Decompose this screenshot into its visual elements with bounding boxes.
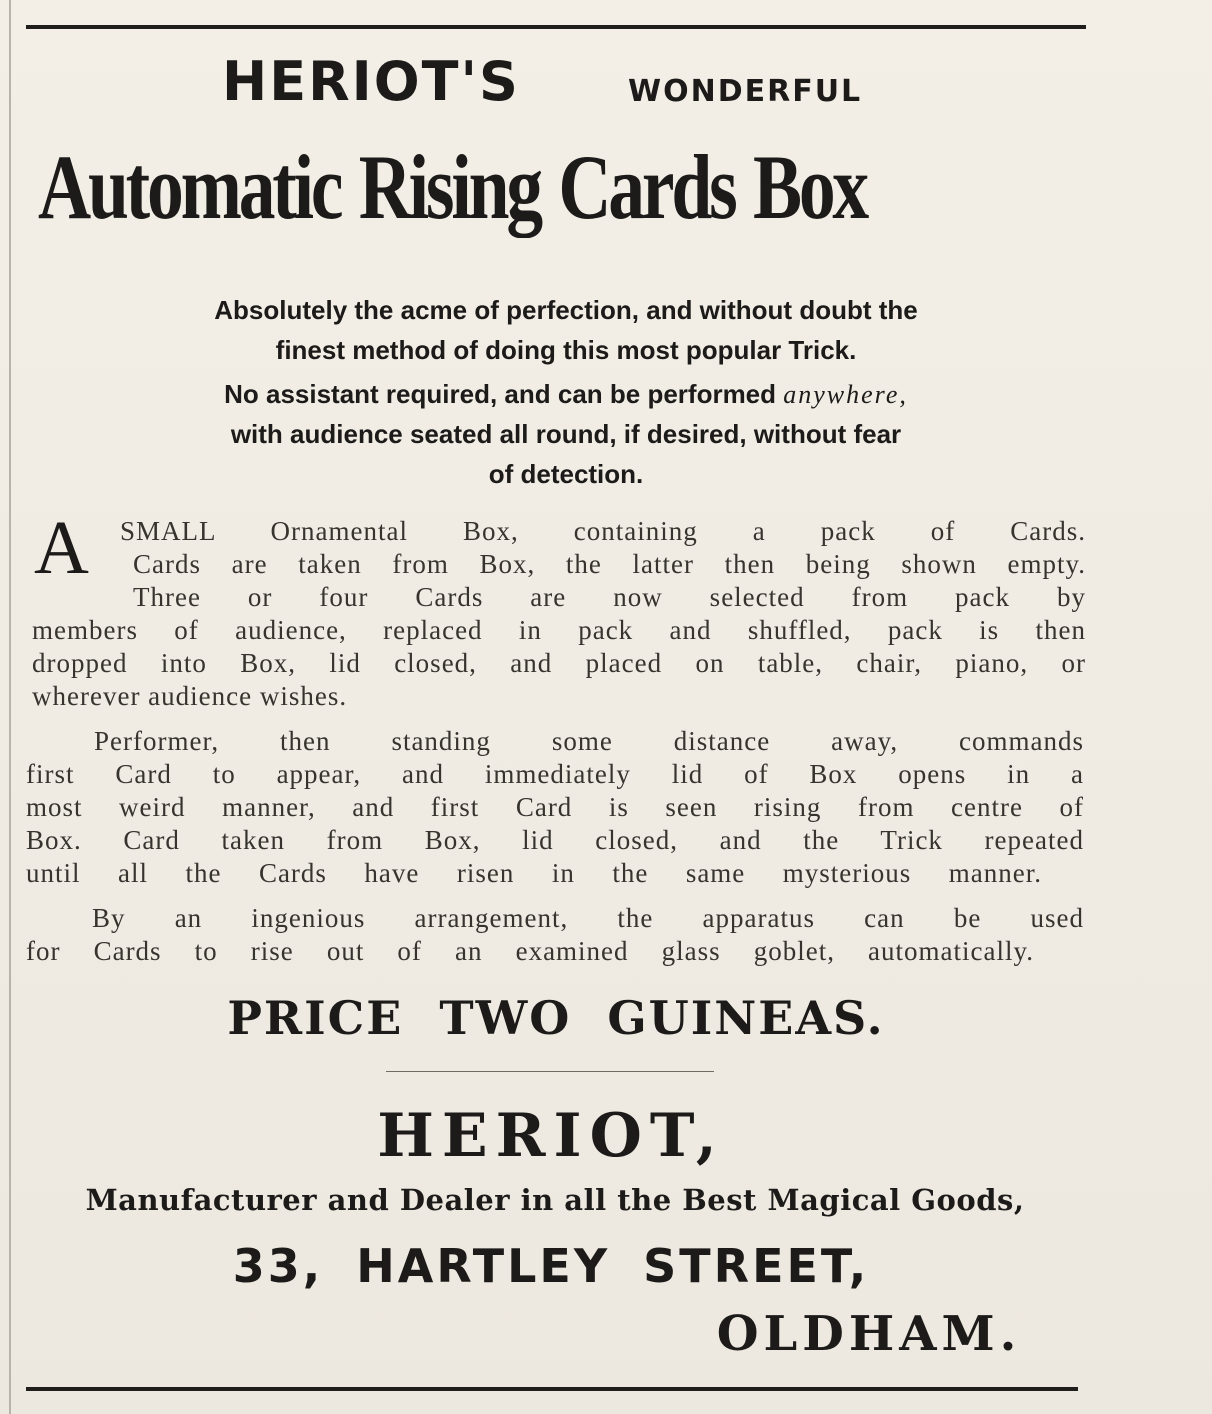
intro-line-3 [116,378,1016,411]
price-line: PRICE TWO GUINEAS. [227,991,885,1045]
description-line: dropped into Box, lid closed, and placed on table, chair, piano, or [32,648,1086,678]
description-line: for Cards to rise out of an examined glass goblet, automatically. [26,936,1034,966]
description-line: Cards are taken from Box, the latter then being shown empty. [133,549,1086,579]
divider-rule [386,1071,714,1072]
description-line: wherever audience wishes. [32,681,348,711]
footer-street: 33, HARTLEY STREET, [232,1239,870,1293]
intro-line-5: of detection. [488,459,644,489]
intro-line-4: with audience seated all round, if desired, without fear [230,419,902,449]
intro-line-3-text: No assistant required, and can be performed [224,379,784,409]
footer-name: HERIOT, [377,1101,725,1171]
description-line: members of audience, replaced in pack and shuffled, pack is then [32,615,1086,645]
maker-name-heading: HERIOT'S [222,50,520,113]
description-line: most weird manner, and first Card is seen rising from centre of [26,792,1084,822]
top-rule [26,25,1086,29]
page-edge [9,0,11,1414]
product-title: Automatic Rising Cards Box [38,136,867,238]
adjective-heading: WONDERFUL [628,74,863,109]
description-line: Performer, then standing some distance away, commands [94,726,1084,756]
description-line: first Card to appear, and immediately lid of Box opens in a [26,759,1084,789]
footer-town: OLDHAM. [716,1306,1022,1362]
intro-line-1: Absolutely the acme of perfection, and without doubt the [214,295,918,325]
bottom-rule [26,1387,1078,1391]
description-line: SMALL Ornamental Box, containing a pack of Cards. [120,516,1086,546]
footer-description: Manufacturer and Dealer in all the Best Magical Goods, [85,1183,1025,1217]
description-line: By an ingenious arrangement, the apparatus can be used [92,903,1084,933]
intro-line-2: finest method of doing this most popular Trick. [275,335,857,365]
drop-cap: A [34,506,89,590]
description-line: Box. Card taken from Box, lid closed, and the Trick repeated [26,825,1084,855]
description-line: Three or four Cards are now selected from pack by [133,582,1086,612]
intro-emphasis: anywhere, [783,380,908,409]
description-line: until all the Cards have risen in the same mysterious manner. [26,858,1042,888]
